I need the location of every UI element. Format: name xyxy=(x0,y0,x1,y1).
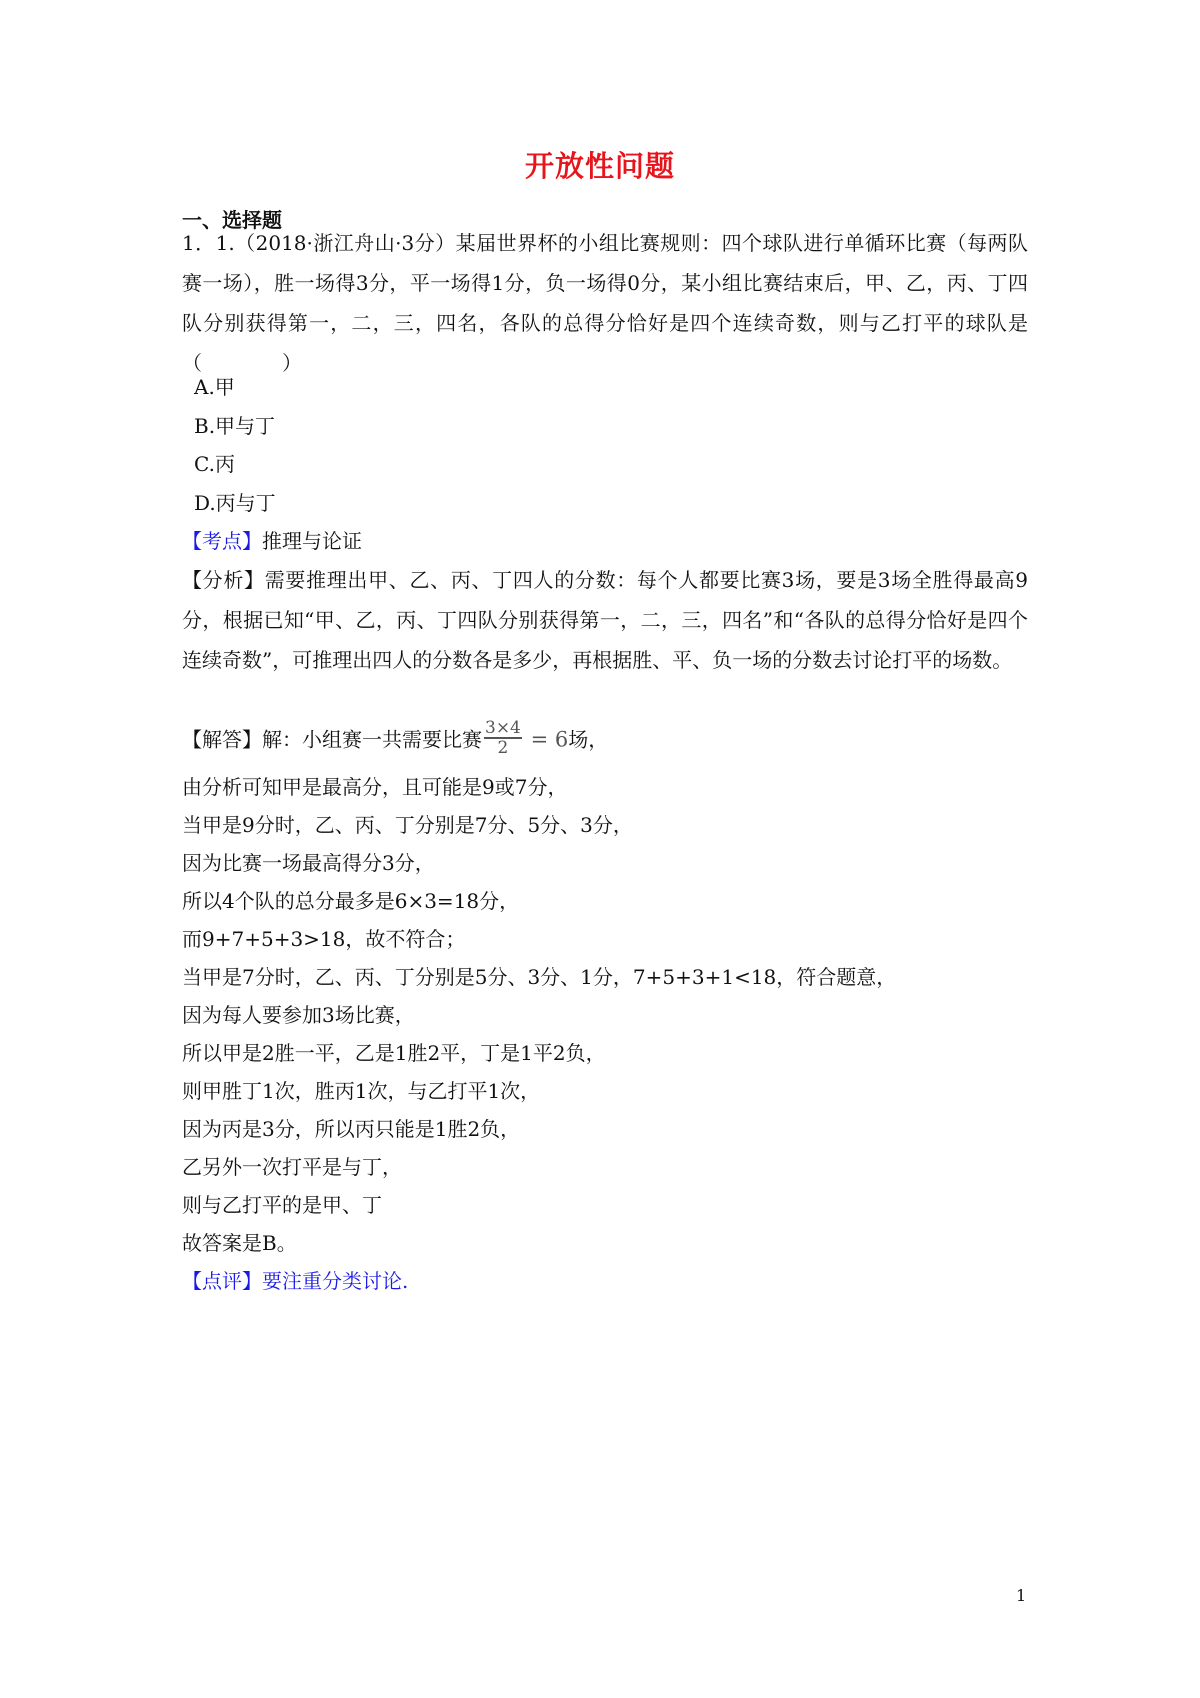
fenxi-tag: 【分析】 xyxy=(182,568,265,592)
solution-line: 而9+7+5+3>18，故不符合； xyxy=(182,927,466,951)
option-a: A.甲 xyxy=(194,375,235,399)
option-c: C.丙 xyxy=(194,452,235,476)
section-heading: 一、选择题 xyxy=(182,208,282,232)
page-number: 1 xyxy=(1016,1586,1027,1605)
formula-result: = 6 xyxy=(523,727,569,752)
solution-line: 乙另外一次打平是与丁， xyxy=(182,1155,402,1179)
fraction-denominator: 2 xyxy=(497,738,509,758)
solution-line: 因为每人要参加3场比赛， xyxy=(182,1003,415,1027)
fenxi-paragraph xyxy=(182,560,1028,680)
solution-line: 当甲是9分时，乙、丙、丁分别是7分、5分、3分， xyxy=(182,813,633,837)
dianping-text: 要注重分类讨论. xyxy=(262,1269,409,1293)
kaodian-text: 推理与论证 xyxy=(262,529,362,553)
fenxi-text: 需要推理出甲、乙、丙、丁四人的分数：每个人都要比赛3场，要是3场全胜得最高9分，根据已知“甲、乙，丙、丁四队分别获得第一，二，三，四名”和“各队的总得分恰好是四个连续奇数”，可推理出四人的分数各是多少，再根据胜、平、负一场的分数去讨论打平的场数。 xyxy=(182,568,1028,672)
dianping-line xyxy=(182,1268,408,1294)
jieda-line xyxy=(182,718,609,760)
jieda-after: 场， xyxy=(568,727,609,752)
jieda-intro: 解：小组赛一共需要比赛 xyxy=(262,727,482,752)
dianping-tag: 【点评】 xyxy=(182,1269,262,1293)
solution-line: 则与乙打平的是甲、丁 xyxy=(182,1193,382,1217)
kaodian-tag: 【考点】 xyxy=(182,529,262,553)
fraction-formula xyxy=(484,719,522,757)
jieda-tag: 【解答】 xyxy=(182,727,262,752)
fraction-numerator: 3×4 xyxy=(485,718,521,738)
solution-line: 则甲胜丁1次，胜丙1次，与乙打平1次， xyxy=(182,1079,541,1103)
kaodian-line xyxy=(182,528,362,554)
solution-line: 因为丙是3分，所以丙只能是1胜2负， xyxy=(182,1117,521,1141)
document-title: 开放性问题 xyxy=(524,149,675,183)
solution-line: 由分析可知甲是最高分，且可能是9或7分， xyxy=(182,775,568,799)
option-d: D.丙与丁 xyxy=(194,491,276,515)
option-b: B.甲与丁 xyxy=(194,414,276,438)
solution-line: 所以甲是2胜一平，乙是1胜2平，丁是1平2负， xyxy=(182,1041,606,1065)
question-text: 1．1.（2018·浙江舟山·3分）某届世界杯的小组比赛规则：四个球队进行单循环比赛（每两队赛一场），胜一场得3分，平一场得1分，负一场得0分，某小组比赛结束后，甲、乙，丙、丁四队分别获得第一，二，三，四名，各队的总得分恰好是四个连续奇数，则与乙打平的球队是（ ） xyxy=(182,231,1028,375)
solution-line: 因为比赛一场最高得分3分， xyxy=(182,851,435,875)
solution-line: 故答案是B。 xyxy=(182,1231,297,1255)
solution-line: 所以4个队的总分最多是6×3=18分， xyxy=(182,889,520,913)
solution-line: 当甲是7分时，乙、丙、丁分别是5分、3分、1分，7+5+3+1<18，符合题意， xyxy=(182,965,897,989)
